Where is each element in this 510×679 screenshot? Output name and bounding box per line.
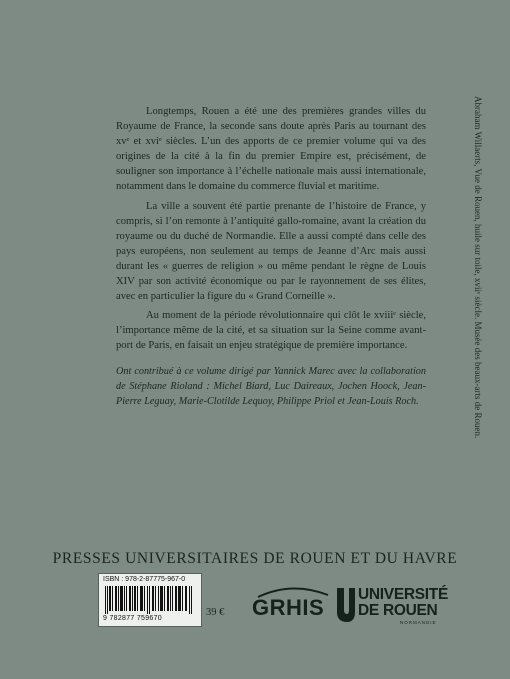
grhis-wordmark: GRHIS: [252, 595, 325, 620]
barcode-number: 9 782877 759670: [103, 615, 162, 622]
universite-wordmark: UNIVERSITÉ: [358, 586, 449, 603]
contributors-credit: Ont contribué à ce volume dirigé par Yannick Marec avec la collaboration de Stéphane Rioland : Michel Biard, Luc Daireaux, Jochen Hoock, Jean-Pierre Leguay, Marie-Clotilde Lequoy, Philippe Priol et Jean-Louis Roch.: [116, 366, 426, 407]
universite-u-icon: [336, 588, 356, 622]
blurb-paragraph-3: Au moment de la période révolutionnaire qui clôt le xviiiᵉ siècle, l’importance même de la cité, et sa situation sur la Seine comme avant-port de Paris, en faisait un enjeu stratégique de première importance.: [116, 310, 426, 352]
image-credit: Abraham Willaerts, Vue de Rouen, huile sur toile, xviiᵉ siècle. Musée des beaux-arts de Rouen.: [473, 96, 483, 439]
publisher-name: PRESSES UNIVERSITAIRES DE ROUEN ET DU HAVRE: [52, 550, 458, 567]
blurb-text: [116, 104, 426, 358]
universite-rouen-logo: [336, 582, 449, 638]
rouen-wordmark: DE ROUEN: [358, 602, 438, 619]
price: 39 €: [206, 607, 225, 618]
normandie-wordmark: NORMANDIE: [400, 620, 437, 625]
barcode: [98, 573, 202, 627]
image-credit-column: [472, 96, 500, 439]
blurb-paragraph-2: La ville a souvent été partie prenante de l’histoire de France, y compris, si l’on remonte à l’antiquité gallo-romaine, avant la création du royaume ou du duché de Normandie. Elle a aussi compté dans celle des pays européens, non seulement au temps de Jeanne d’Arc mais aussi durant les « guerres de religion » ou même pendant le règne de Louis XIV par son activité économique ou par le rayonnement de ses élites, avec en particulier la figure du « Grand Corneille ».: [116, 200, 426, 303]
barcode-bars: [105, 586, 195, 614]
isbn-label: ISBN : 978-2-87775-967-0: [103, 576, 186, 583]
grhis-logo: [252, 585, 332, 633]
blurb-paragraph-1: Longtemps, Rouen a été une des premières grandes villes du Royaume de France, la seconde sans doute après Paris au tournant des xvᵉ et xviᵉ siècles. L’un des apports de ce premier volume qui va des origines de la cité à la fin du premier Empire est, précisément, de souligner son importance à l’échelle nationale mais aussi internationale, notamment dans le domaine du commerce fluvial et maritime.: [116, 106, 426, 193]
